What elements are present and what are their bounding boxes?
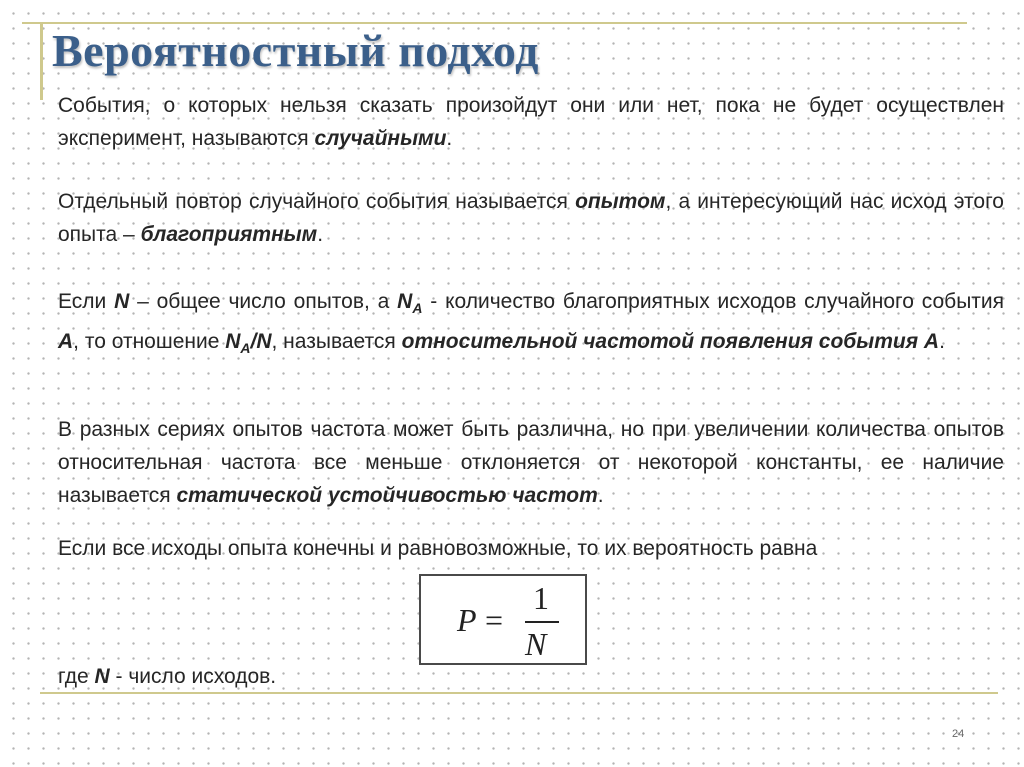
page-number: 24	[952, 728, 965, 740]
paragraph-probability: Если все исходы опыта конечны и равновозможные, то их вероятность равна	[58, 537, 818, 560]
fraction-bar	[525, 621, 559, 623]
formula-lhs: P	[457, 602, 477, 638]
paragraph-trial: Отдельный повтор случайного события называется опытом, а интересующий нас исход этого опыта – благоприятным.	[58, 190, 1004, 246]
paragraph-random-events: События, о которых нельзя сказать произойдут они или нет, пока не будет осуществлен эксперимент, называются случайными.	[58, 94, 1004, 150]
paragraph-relative-frequency: Если N – общее число опытов, а $N_A$ - количество благоприятных исходов случайного события A, то отношение $N_A/N$, называется относительной частотой появления события А.	[58, 290, 1005, 357]
formula-box	[419, 574, 587, 665]
formula-numerator: 1	[533, 580, 549, 616]
term-random: случайными	[314, 127, 447, 150]
term-stability: статической устойчивостью частот	[176, 484, 598, 507]
left-rule	[40, 22, 43, 100]
slide-title: Вероятностный подход	[52, 25, 539, 76]
bottom-rule	[40, 692, 998, 694]
term-favorable: благоприятным	[140, 223, 318, 246]
paragraph-outcomes: где N - число исходов.	[58, 665, 277, 688]
term-relative-frequency: относительной частотой появления события А	[401, 330, 940, 354]
probability-formula	[421, 576, 585, 663]
paragraph-stability: В разных сериях опытов частота может быть различна, но при увеличении количества опытов относительная частота все меньше отклоняется от некоторой константы, ее наличие называется статической устойчивостью частот.	[58, 418, 1004, 507]
formula-equals: =	[485, 602, 504, 638]
formula-denominator: N	[525, 626, 547, 662]
term-trial: опытом	[575, 190, 666, 213]
